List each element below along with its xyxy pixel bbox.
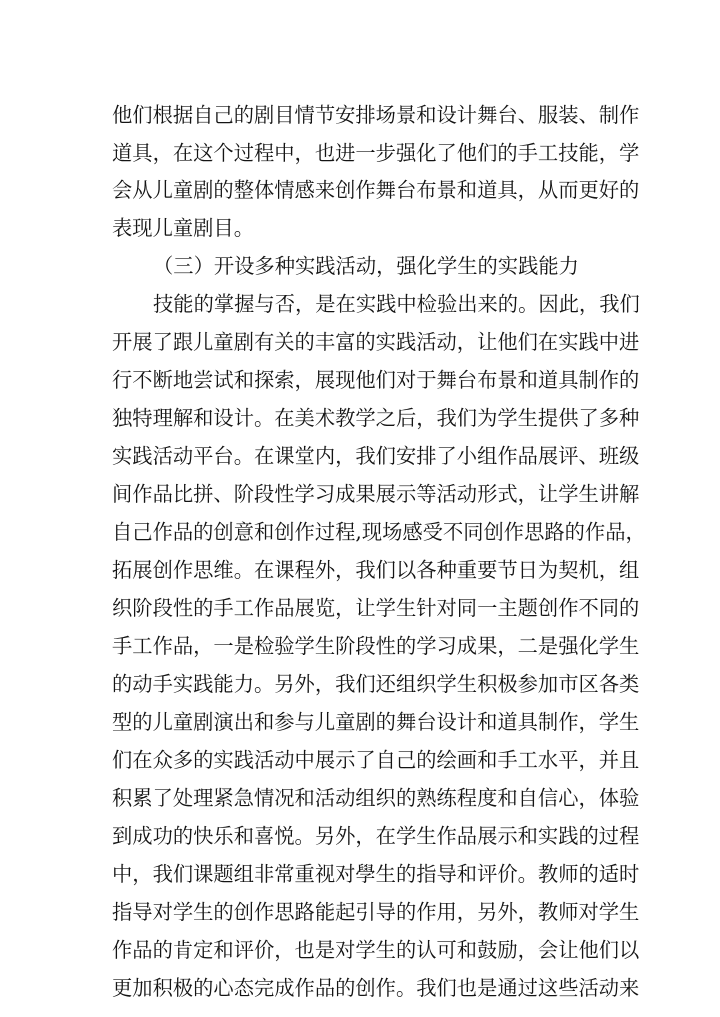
paragraph-line: 行不断地尝试和探索，展现他们对于舞台布景和道具制作的	[112, 368, 640, 392]
paragraph-line: 自己作品的创意和创作过程,现场感受不同创作思路的作品，	[112, 520, 646, 544]
paragraph-line: 手工作品，一是检验学生阶段性的学习成果，二是强化学生	[112, 634, 640, 658]
section-heading: （三）开设多种实践活动，强化学生的实践能力	[153, 254, 579, 278]
paragraph-line: 的动手实践能力。另外，我们还组织学生积极参加市区各类	[112, 672, 640, 696]
paragraph-line: 到成功的快乐和喜悦。另外，在学生作品展示和实践的过程	[112, 824, 640, 848]
paragraph-line: 中，我们课题组非常重视对學生的指导和评价。教师的适时	[112, 862, 640, 886]
paragraph-line: 道具，在这个过程中，也进一步强化了他们的手工技能，学	[112, 141, 640, 165]
paragraph-line: 间作品比拼、阶段性学习成果展示等活动形式，让学生讲解	[112, 482, 640, 506]
paragraph-line: 更加积极的心态完成作品的创作。我们也是通过这些活动来	[112, 976, 640, 1000]
paragraph-line: 技能的掌握与否，是在实践中检验出来的。因此，我们	[153, 292, 640, 316]
paragraph-line: 指导对学生的创作思路能起引导的作用，另外，教师对学生	[112, 900, 640, 924]
paragraph-line: 作品的肯定和评价，也是对学生的认可和鼓励，会让他们以	[112, 938, 640, 962]
paragraph-line: 表现儿童剧目。	[112, 216, 254, 240]
paragraph-line: 们在众多的实践活动中展示了自己的绘画和手工水平，并且	[112, 748, 640, 772]
paragraph-line: 他们根据自己的剧目情节安排场景和设计舞台、服装、制作	[112, 103, 640, 127]
paragraph-line: 实践活动平台。在课堂内，我们安排了小组作品展评、班级	[112, 444, 640, 468]
paragraph-line: 开展了跟儿童剧有关的丰富的实践活动，让他们在实践中进	[112, 330, 640, 354]
paragraph-line: 拓展创作思维。在课程外，我们以各种重要节日为契机，组	[112, 558, 640, 582]
paragraph-line: 独特理解和设计。在美术教学之后，我们为学生提供了多种	[112, 406, 640, 430]
paragraph-line: 积累了处理紧急情况和活动组织的熟练程度和自信心，体验	[112, 786, 640, 810]
paragraph-line: 织阶段性的手工作品展览，让学生针对同一主题创作不同的	[112, 596, 640, 620]
paragraph-line: 型的儿童剧演出和参与儿童剧的舞台设计和道具制作，学生	[112, 710, 640, 734]
paragraph-line: 会从儿童剧的整体情感来创作舞台布景和道具，从而更好的	[112, 178, 640, 202]
